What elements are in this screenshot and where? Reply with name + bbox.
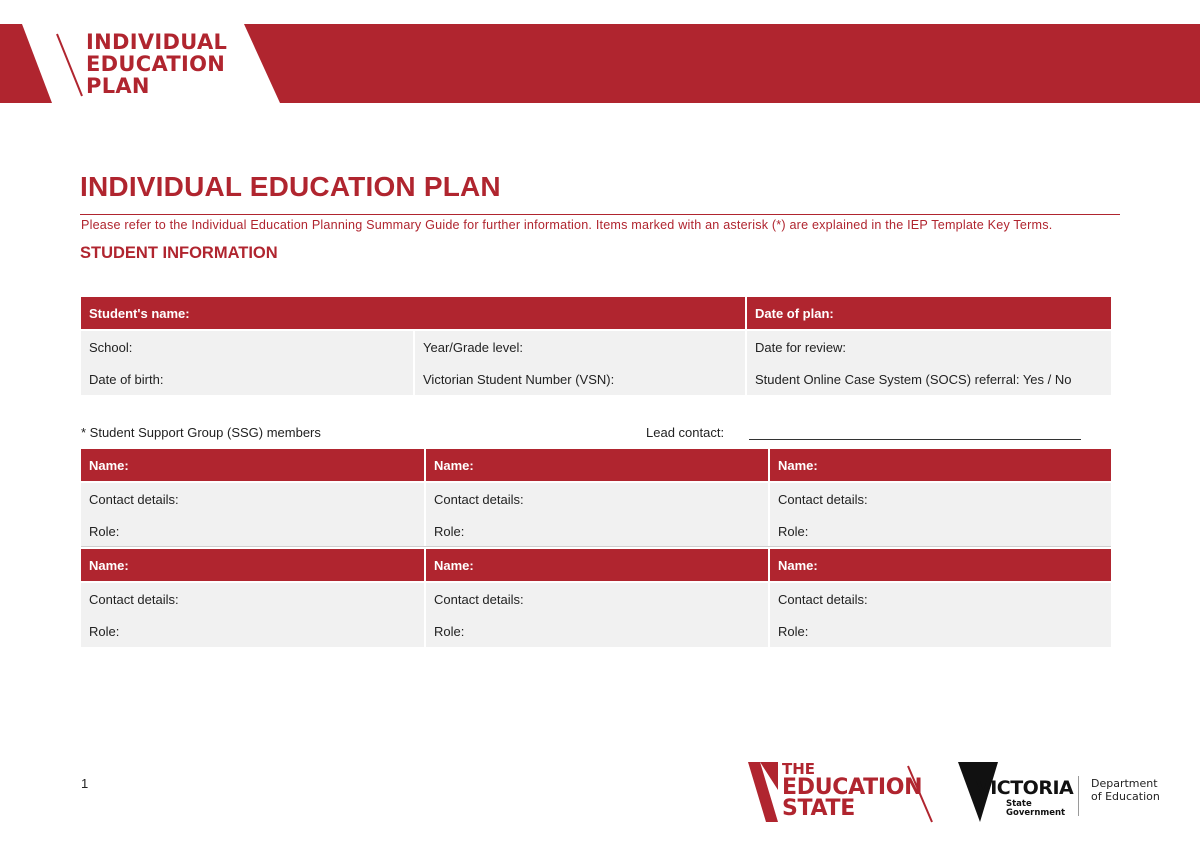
table-row xyxy=(81,481,1111,515)
banner-line-3: PLAN xyxy=(86,74,150,98)
member-role-field[interactable]: Role: xyxy=(81,515,424,547)
member-name-field[interactable]: Name: xyxy=(768,449,1111,481)
victoria-sub-line: Government xyxy=(1006,808,1066,818)
date-for-review-field[interactable]: Date for review: xyxy=(745,329,1111,363)
education-state-logo xyxy=(748,760,938,824)
member-name-field[interactable]: Name: xyxy=(424,449,768,481)
education-state-state: STATE xyxy=(782,796,855,821)
member-role-field[interactable]: Role: xyxy=(768,515,1111,547)
member-role-field[interactable]: Role: xyxy=(768,615,1111,647)
banner-logo-text xyxy=(86,31,246,97)
ssg-members-table xyxy=(81,549,1111,647)
logo-separator xyxy=(1078,776,1079,816)
banner-line-1: INDIVIDUAL xyxy=(86,30,228,54)
member-name-field[interactable]: Name: xyxy=(424,549,768,581)
member-contact-field[interactable]: Contact details: xyxy=(424,481,768,515)
table-row xyxy=(81,615,1111,647)
lead-contact-input-line[interactable] xyxy=(749,439,1081,440)
member-name-field[interactable]: Name: xyxy=(81,549,424,581)
victoria-sub-line: State xyxy=(1006,799,1032,809)
member-contact-field[interactable]: Contact details: xyxy=(81,581,424,615)
socs-referral-field[interactable]: Student Online Case System (SOCS) referral: Yes / No xyxy=(745,363,1111,395)
victoria-wordmark: VICTORIA xyxy=(976,777,1074,799)
member-name-field[interactable]: Name: xyxy=(768,549,1111,581)
table-header-row xyxy=(81,449,1111,481)
victoria-government-logo xyxy=(958,760,1078,824)
page-number: 1 xyxy=(81,776,89,791)
member-contact-field[interactable]: Contact details: xyxy=(81,481,424,515)
table-row xyxy=(81,581,1111,615)
department-label xyxy=(1091,777,1160,803)
member-role-field[interactable]: Role: xyxy=(424,515,768,547)
member-role-field[interactable]: Role: xyxy=(424,615,768,647)
date-of-plan-field[interactable]: Date of plan: xyxy=(745,297,1111,329)
page-title: INDIVIDUAL EDUCATION PLAN xyxy=(80,171,501,202)
students-name-field[interactable]: Student's name: xyxy=(81,297,745,329)
table-header-row xyxy=(81,549,1111,581)
member-contact-field[interactable]: Contact details: xyxy=(424,581,768,615)
student-info-table xyxy=(81,297,1111,395)
date-of-birth-field[interactable]: Date of birth: xyxy=(81,363,413,395)
section-heading: STUDENT INFORMATION xyxy=(80,244,278,262)
table-row xyxy=(81,329,1111,363)
education-state-the: THE xyxy=(782,760,816,778)
department-line: of Education xyxy=(1091,790,1160,803)
intro-text: Please refer to the Individual Education Planning Summary Guide for further information. Items marked with an asterisk (*) are explained in the IEP Template Key Terms. xyxy=(81,218,1053,232)
table-header-row xyxy=(81,297,1111,329)
title-divider xyxy=(80,214,1120,215)
ssg-members-label: * Student Support Group (SSG) members xyxy=(81,425,321,440)
department-line: Department xyxy=(1091,777,1158,790)
year-level-field[interactable]: Year/Grade level: xyxy=(413,329,745,363)
banner-line-2: EDUCATION xyxy=(86,52,226,76)
member-contact-field[interactable]: Contact details: xyxy=(768,581,1111,615)
victoria-subtext xyxy=(1006,800,1065,818)
member-contact-field[interactable]: Contact details: xyxy=(768,481,1111,515)
school-field[interactable]: School: xyxy=(81,329,413,363)
member-name-field[interactable]: Name: xyxy=(81,449,424,481)
vsn-field[interactable]: Victorian Student Number (VSN): xyxy=(413,363,745,395)
education-state-education: EDUCATION xyxy=(782,775,923,800)
ssg-members-table xyxy=(81,449,1111,547)
member-role-field[interactable]: Role: xyxy=(81,615,424,647)
table-row xyxy=(81,363,1111,395)
table-row xyxy=(81,515,1111,547)
lead-contact-label: Lead contact: xyxy=(646,425,725,440)
